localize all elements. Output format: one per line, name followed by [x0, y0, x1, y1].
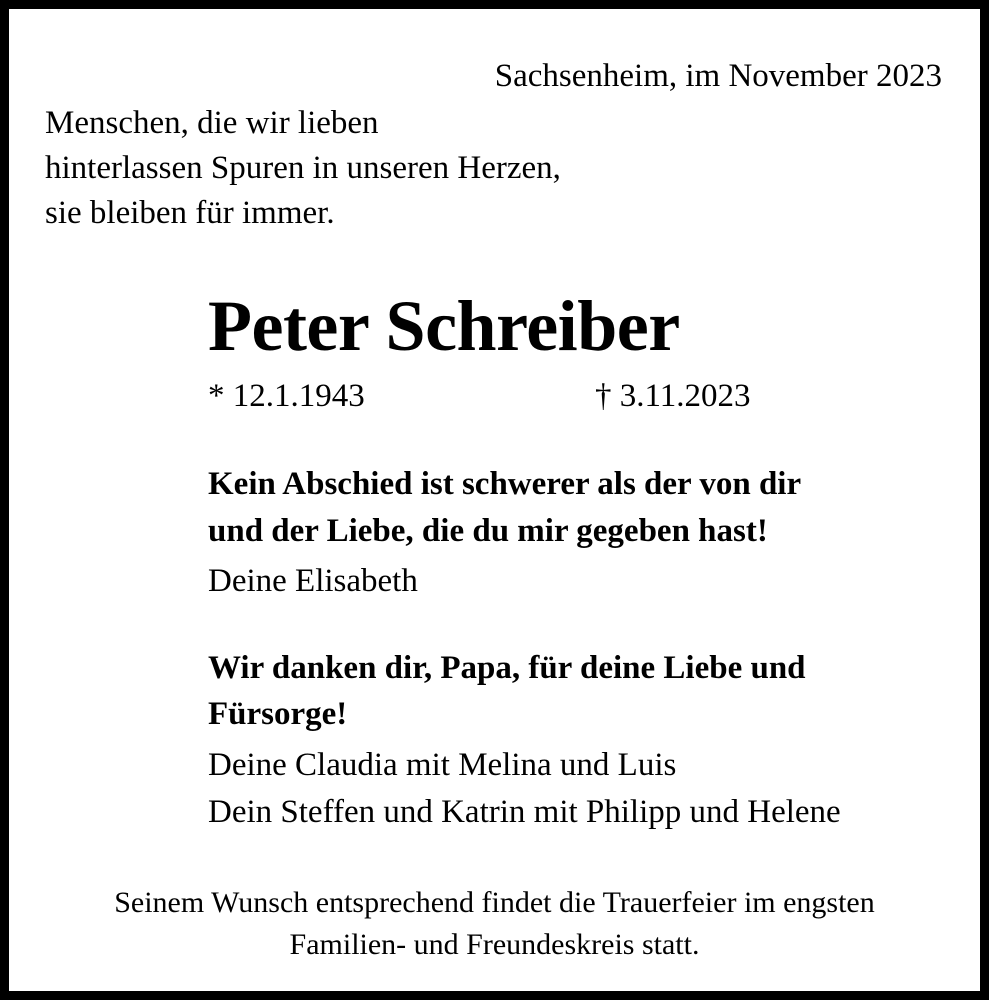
- birth-date: * 12.1.1943: [208, 378, 365, 414]
- tribute-signatory: Dein Steffen und Katrin mit Philipp und Helene: [208, 794, 841, 830]
- tribute-message-line: Fürsorge!: [208, 696, 348, 732]
- tribute-signatory: Deine Claudia mit Melina und Luis: [208, 747, 677, 783]
- tribute-message-line: und der Liebe, die du mir gegeben hast!: [208, 513, 768, 549]
- poem-line: hinterlassen Spuren in unseren Herzen,: [45, 150, 561, 186]
- footer-line: Seinem Wunsch entsprechend findet die Trauerfeier im engsten: [114, 886, 875, 919]
- poem: [45, 101, 561, 236]
- tribute-signatory: Deine Elisabeth: [208, 563, 418, 599]
- poem-line: sie bleiben für immer.: [45, 195, 335, 231]
- poem-line: Menschen, die wir lieben: [45, 105, 379, 141]
- tribute-message-line: Wir danken dir, Papa, für deine Liebe und: [208, 650, 806, 686]
- footer-line: Familien- und Freundeskreis statt.: [289, 928, 700, 961]
- death-date: † 3.11.2023: [595, 378, 751, 414]
- deceased-name: Peter Schreiber: [208, 286, 680, 366]
- tribute-message-line: Kein Abschied ist schwerer als der von dir: [208, 466, 802, 502]
- place-date: Sachsenheim, im November 2023: [494, 58, 942, 94]
